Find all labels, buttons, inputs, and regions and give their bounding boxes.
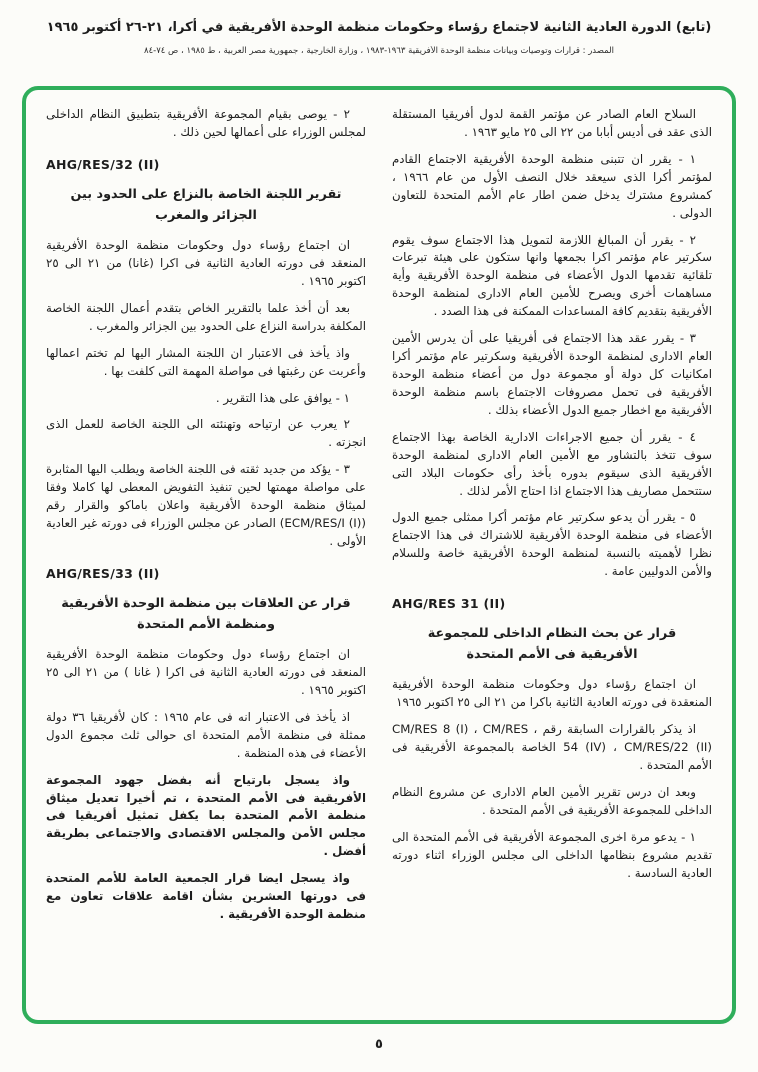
paragraph: ٥ - يقرر أن يدعو سكرتير عام مؤتمر أكرا ممثلى جميع الدول الأعضاء فى منظمة الوحدة الأفريقية للاشتراك فى هذا الاجتماع نظرا لأهميته بالنسبة لمنظمة الوحدة الأفريقية خاصة وللسلام والأمن الدوليين عامة . (392, 510, 712, 579)
resolution-heading: تقرير اللجنة الخاصة بالنزاع على الحدود بين الجزائر والمغرب (70, 186, 342, 223)
paragraph: اذ يذكر بالقرارات السابقة رقم ، CM/RES 8 (I) ، CM/RES 54 (IV) ، CM/RES/22 (II) الخاصة بالمجموعة الأفريقية فى الأمم المتحدة . (392, 722, 712, 773)
resolution-code: AHG/RES 31 (II) (392, 596, 506, 612)
column-right (392, 106, 712, 1008)
paragraph: وبعد ان درس تقرير الأمين العام الادارى عن مشروع النظام الداخلى للمجموعة الأفريقية فى الأمم المتحدة . (392, 784, 712, 817)
column-left (46, 106, 366, 1008)
paragraph: ٤ - يقرر أن جميع الاجراءات الادارية الخاصة بهذا الاجتماع سوف تتخذ بالتشاور مع الأمين العام الادارى لمنظمة الوحدة الأفريقية الذى سيقوم بدوره بأخذ رأى حكومات البلاد التى ستتحمل مصاريف هذا الاجتماع اذا احتاج الأمر لذلك . (392, 429, 712, 498)
paragraph: بعد أن أخذ علما بالتقرير الخاص بتقدم أعمال اللجنة الخاصة المكلفة بدراسة النزاع على الحدود بين الجزائر والمغرب . (46, 300, 366, 333)
paragraph: ان اجتماع رؤساء دول وحكومات منظمة الوحدة الأفريقية المنعقدة فى دورته العادية الثانية باكرا من ٢١ الى ٢٥ اكتوبر ١٩٦٥ (392, 677, 712, 710)
page-number: ٥ (375, 1037, 383, 1052)
paragraph: ١ - يقرر ان تتبنى منظمة الوحدة الأفريقية الاجتماع القادم لمؤتمر أكرا الذى سيعقد خلال النصف الأول من عام ١٩٦٦ ، كمشروع مشترك يدخل ضمن اطار عام الأمم المتحدة للتعاون الدولى . (392, 151, 712, 220)
paragraph: ٣ - يقرر عقد هذا الاجتماع فى أفريقيا على أن يدرس الأمين العام الادارى لمنظمة الوحدة الأفريقية وسكرتير عام مؤتمر أكرا امكانيات كل دولة أو مجموعة دول من أعضاء منظمة الوحدة الأفريقية فى تحمل مصروفات الاجتماع باسم منظمة الوحدة الأفريقية مع اخطار جميع الدول الأعضاء بذلك . (392, 331, 712, 417)
paragraph: واذ يأخذ فى الاعتبار ان اللجنة المشار اليها لم تختم اعمالها وأعربت عن رغبتها فى مواصلة المهمة التى كلفت بها . (46, 345, 366, 378)
paragraph: ٣ - يؤكد من جديد ثقته فى اللجنة الخاصة ويطلب اليها المثابرة على مواصلة مهمتها لحين تنفيذ التفويض المعطى لها كاملا وفقا لميثاق منظمة الوحدة الأفريقية واعلان باماكو والقرار رقم (ECM/RES/I (I)) الصادر عن مجلس الوزراء فى دورته غير العادية الأولى . (46, 462, 366, 548)
resolution-heading: قرار عن العلاقات بين منظمة الوحدة الأفريقية ومنظمة الأمم المتحدة (61, 595, 351, 632)
document-title: (تابع) الدورة العادية الثانية لاجتماع رؤساء وحكومات منظمة الوحدة الأفريقية في أكرا، ٢١-٢٦ أكتوبر ١٩٦٥ (46, 20, 712, 35)
paragraph: ١ - يوافق على هذا التقرير . (215, 390, 350, 405)
paragraph: ان اجتماع رؤساء دول وحكومات منظمة الوحدة الأفريقية المنعقد فى دورته العادية الثانية فى اكرا (غانا) من ٢١ الى ٢٥ اكتوبر ١٩٦٥ . (46, 238, 366, 288)
paragraph: واذ يسجل بارتياح أنه بفضل جهود المجموعة الأفريقية فى الأمم المتحدة ، تم أخيرا تعديل ميثاق منظمة الأمم المتحدة بما يكفل تمثيل أفريقيا فى مجلس الأمن والمجلس الاقتصادى والاجتماعى بطريقة أفضل . (46, 772, 366, 859)
paragraph: ٢ يعرب عن ارتياحه وتهنئته الى اللجنة الخاصة للعمل الذى انجزته . (46, 417, 366, 450)
resolution-code: AHG/RES/33 (II) (46, 565, 160, 581)
paragraph: واذ يسجل ايضا قرار الجمعية العامة للأمم المتحدة فى دورتها العشرين بشأن اقامة علاقات تعاون مع منظمة الوحدة الأفريقية . (46, 871, 366, 922)
resolution-heading: قرار عن بحث النظام الداخلى للمجموعة الأفريقية فى الأمم المتحدة (427, 626, 677, 663)
paragraph: ٢ - يوصى بقيام المجموعة الأفريقية بتطبيق النظام الداخلى لمجلس الوزراء على أعمالها لحين ذلك . (46, 107, 366, 139)
page-header (0, 0, 758, 56)
resolution-code: AHG/RES/32 (II) (46, 156, 160, 172)
source-line: المصدر : قرارات وتوصيات وبيانات منظمة الوحدة الأفريقية ١٩٦٣-١٩٨٣ ، وزارة الخارجية ، جمهورية مصر العربية ، ط ١٩٨٥ ، ص ٧٤-٨٤ (144, 45, 614, 56)
paragraph: ٢ - يقرر أن المبالغ اللازمة لتمويل هذا الاجتماع سوف يقوم سكرتير عام مؤتمر اكرا بجمعها وانها ستكون على هيئة تبرعات تلقائية تقدمها الدول الأعضاء فى منظمة الوحدة الأفريقية وأية مساهمات أخرى ويصرح للأمين العام الادارى لمنظمة الوحدة الأفريقية بتقديم كافة المساعدات الممكنة فى هذا الصدد . (392, 232, 712, 319)
two-column-layout (46, 106, 712, 1008)
content-border-box (22, 86, 736, 1024)
paragraph: ١ - يدعو مرة اخرى المجموعة الأفريقية فى الأمم المتحدة الى تقديم مشروع بنظامها الداخلى الى مجلس الوزراء اثناء دورته العادية السادسة . (392, 829, 712, 880)
paragraph: اذ يأخذ فى الاعتبار انه فى عام ١٩٦٥ : كان لأفريقيا ٣٦ دولة ممثلة فى منظمة الأمم المتحدة اى حوالى ثلث مجموع الدول الأعضاء فى هذه المنظمة . (46, 709, 366, 760)
paragraph: ان اجتماع رؤساء دول وحكومات منظمة الوحدة الأفريقية المنعقد فى دورته العادية الثانية فى اكرا ( غانا ) من ٢١ الى ٢٥ اكتوبر ١٩٦٥ . (46, 647, 366, 697)
paragraph: السلاح العام الصادر عن مؤتمر القمة لدول أفريقيا المستقلة الذى عقد فى أديس أبابا من ٢٢ الى ٢٥ مايو ١٩٦٣ . (392, 107, 712, 139)
